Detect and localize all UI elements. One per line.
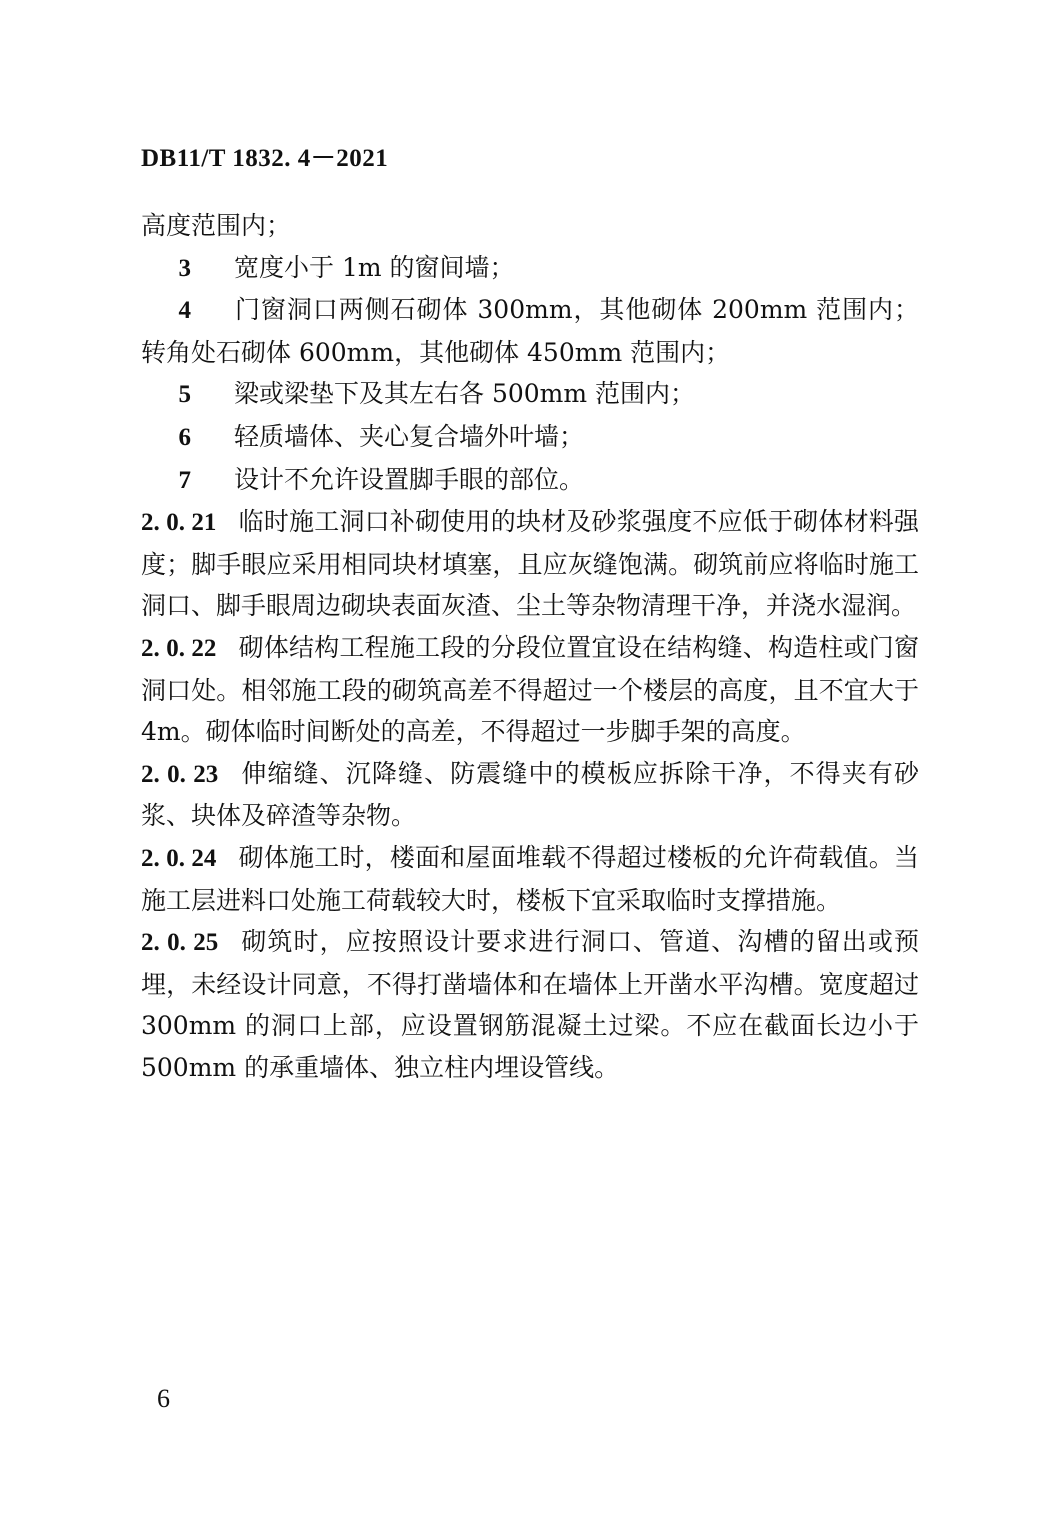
list-item	[141, 459, 919, 502]
item-text: 梁或梁垫下及其左右各 500mm 范围内；	[234, 379, 696, 409]
continuation-line: 高度范围内；	[141, 211, 292, 240]
clause-text: 砌体施工时，楼面和屋面堆载不得超过楼板的允许荷载值。当施工层进料口处施工荷载较大时，楼板下宜采取临时支撑措施。	[141, 842, 919, 915]
list-item	[141, 247, 919, 290]
clause-number: 2. 0. 24	[141, 844, 217, 872]
clause	[141, 753, 919, 837]
item-number: 7	[178, 466, 191, 494]
clause	[141, 627, 919, 753]
item-number: 3	[178, 254, 191, 282]
clause	[141, 837, 919, 921]
clause-text: 临时施工洞口补砌使用的块材及砂浆强度不应低于砌体材料强度；脚手眼应采用相同块材填塞，且应灰缝饱满。砌筑前应将临时施工洞口、脚手眼周边砌块表面灰渣、尘土等杂物清理干净，并浇水湿润。	[141, 507, 919, 621]
item-text: 设计不允许设置脚手眼的部位。	[234, 464, 585, 494]
item-number: 5	[178, 381, 191, 409]
item-number: 6	[178, 423, 191, 451]
clause	[141, 921, 919, 1088]
item-text: 轻质墙体、夹心复合墙外叶墙；	[234, 421, 585, 451]
clause-number: 2. 0. 22	[141, 634, 217, 662]
page-number: 6	[157, 1384, 170, 1413]
clause-text: 砌体结构工程施工段的分段位置宜设在结构缝、构造柱或门窗洞口处。相邻施工段的砌筑高差不得超过一个楼层的高度，且不宜大于 4m。砌体临时间断处的高差，不得超过一步脚手架的高度。	[141, 632, 919, 747]
list-item	[141, 373, 919, 416]
clause-number: 2. 0. 23	[141, 760, 219, 788]
item-text: 门窗洞口两侧石砌体 300mm，其他砌体 200mm 范围内；转角处石砌体 600mm，其他砌体 450mm 范围内；	[141, 295, 919, 367]
clause	[141, 501, 919, 627]
list-item	[141, 289, 919, 373]
body-text	[141, 205, 919, 1088]
item-number: 4	[178, 297, 191, 325]
clause-number: 2. 0. 25	[141, 929, 219, 957]
clause-text: 伸缩缝、沉降缝、防震缝中的模板应拆除干净，不得夹有砂浆、块体及碎渣等杂物。	[141, 758, 919, 831]
item-text: 宽度小于 1m 的窗间墙；	[234, 252, 515, 282]
clause-number: 2. 0. 21	[141, 509, 217, 537]
clause-text: 砌筑时，应按照设计要求进行洞口、管道、沟槽的留出或预埋，未经设计同意，不得打凿墙体和在墙体上开凿水平沟槽。宽度超过 300mm 的洞口上部，应设置钢筋混凝土过梁。不应在截面长边小于 500mm 的承重墙体、独立柱内埋设管线。	[141, 927, 919, 1082]
document-code-header: DB11/T 1832. 4－2021	[141, 145, 389, 172]
list-item	[141, 416, 919, 459]
